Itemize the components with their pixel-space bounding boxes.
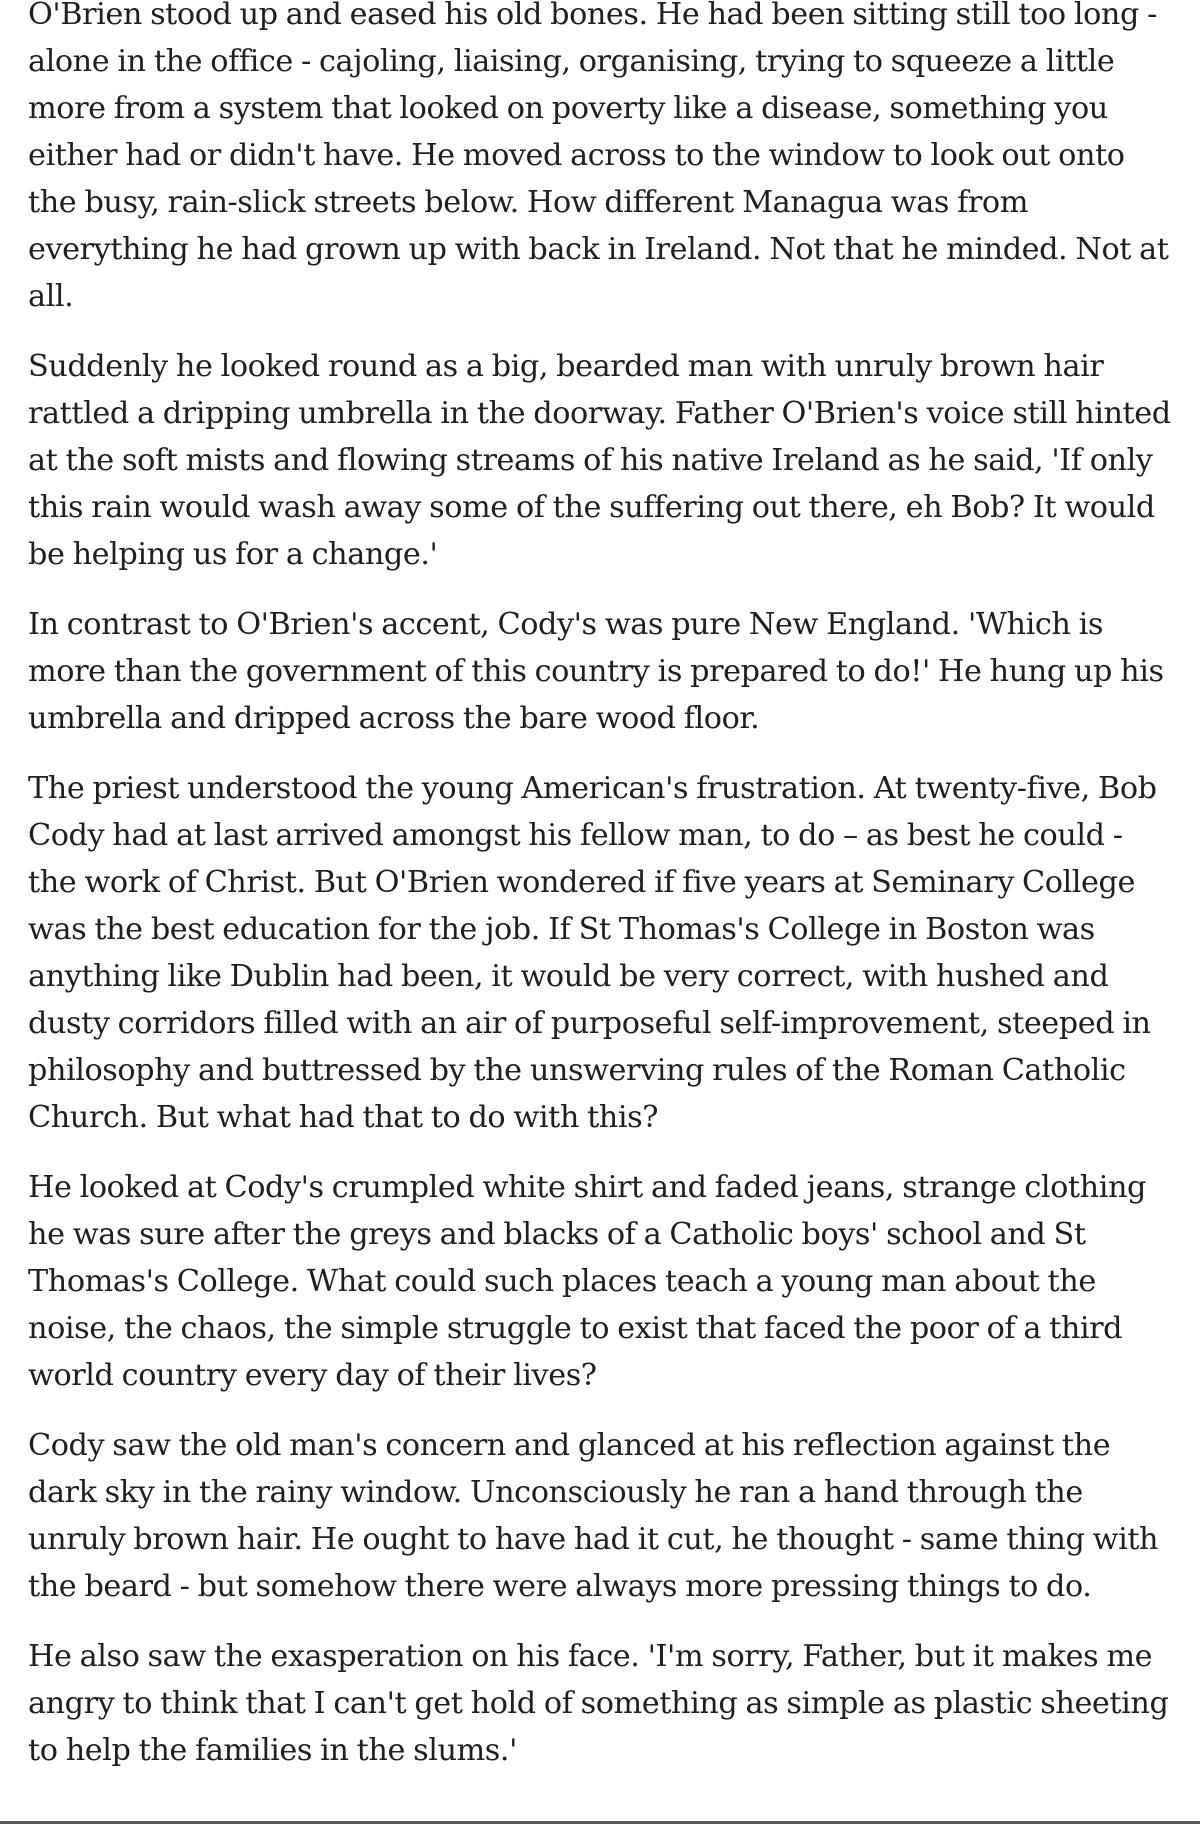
document-body xyxy=(28,0,1178,1774)
paragraph-2: Suddenly he looked round as a big, bearded man with unruly brown hair rattled a dripping umbrella in the doorway. Father O'Brien's voice still hinted at the soft mists and flowing streams of his native Ireland as he said, 'If only this rain would wash away some of the suffering out there, eh Bob? It would be helping us for a change.' xyxy=(28,349,1171,572)
paragraph-5: He looked at Cody's crumpled white shirt and faded jeans, strange clothing he was sure after the greys and blacks of a Catholic boys' school and St Thomas's College. What could such places teach a young man about the noise, the chaos, the simple struggle to exist that faced the poor of a third world country every day of their lives? xyxy=(28,1170,1146,1393)
paragraph-4: The priest understood the young American's frustration. At twenty-five, Bob Cody had at last arrived amongst his fellow man, to do – as best he could - the work of Christ. But O'Brien wondered if five years at Seminary College was the best education for the job. If St Thomas's College in Boston was anything like Dublin had been, it would be very correct, with hushed and dusty corridors filled with an air of purposeful self-improvement, steeped in philosophy and buttressed by the unswerving rules of the Roman Catholic Church. But what had that to do with this? xyxy=(28,771,1157,1135)
paragraph-7: He also saw the exasperation on his face. 'I'm sorry, Father, but it makes me angry to think that I can't get hold of something as simple as plastic sheeting to help the families in the slums.' xyxy=(28,1639,1169,1768)
paragraph-3: In contrast to O'Brien's accent, Cody's was pure New England. 'Which is more than the government of this country is prepared to do!' He hung up his umbrella and dripped across the bare wood floor. xyxy=(28,607,1164,736)
paragraph-1: O'Brien stood up and eased his old bones. He had been sitting still too long - alone in the office - cajoling, liaising, organising, trying to squeeze a little more from a system that looked on poverty like a disease, something you either had or didn't have. He moved across to the window to look out onto the busy, rain-slick streets below. How different Managua was from everything he had grown up with back in Ireland. Not that he minded. Not at all. xyxy=(28,0,1169,314)
paragraph-6: Cody saw the old man's concern and glanced at his reflection against the dark sky in the rainy window. Unconsciously he ran a hand through the unruly brown hair. He ought to have had it cut, he thought - same thing with the beard - but somehow there were always more pressing things to do. xyxy=(28,1428,1159,1604)
